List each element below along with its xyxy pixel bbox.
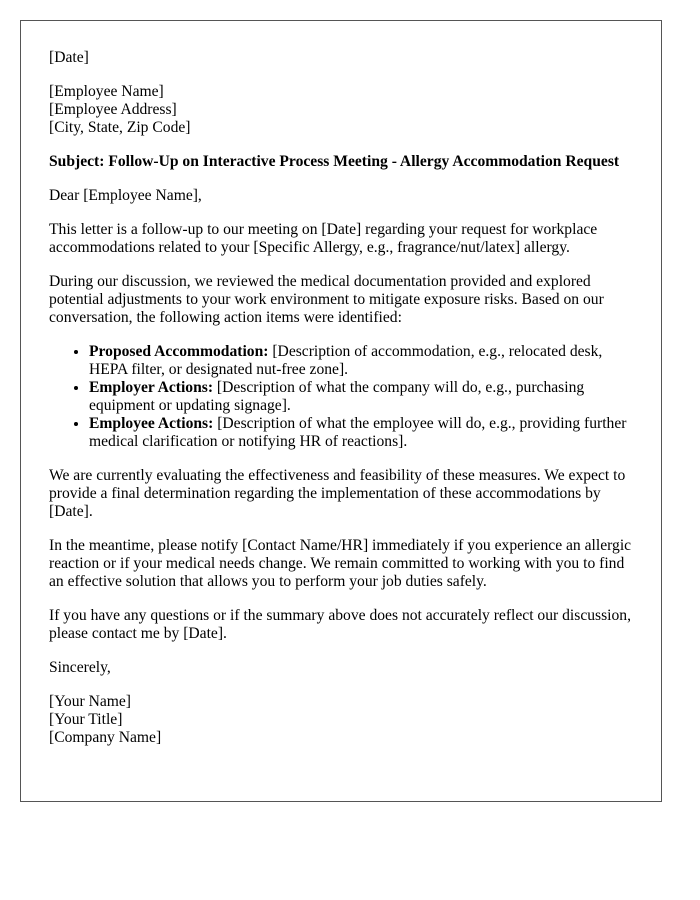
subject-line: Subject: Follow-Up on Interactive Process Meeting - Allergy Accommodation Request xyxy=(49,153,620,170)
salutation: Dear [Employee Name], xyxy=(49,187,202,204)
recipient-block xyxy=(49,83,633,137)
list-item xyxy=(89,343,633,379)
action-items-list xyxy=(49,343,633,451)
body-paragraph-4: In the meantime, please notify [Contact Name/HR] immediately if you experience an allergic reaction or if your medical needs change. We remain committed to working with you to find an effective solution that allows you to perform your job duties safely. xyxy=(49,537,632,590)
action-item-label: Proposed Accommodation: xyxy=(89,343,269,360)
body-paragraph-3: We are currently evaluating the effectiveness and feasibility of these measures. We expect to provide a final determination regarding the implementation of these accommodations by [Date]. xyxy=(49,467,626,520)
signature-title: [Your Title] xyxy=(49,711,123,728)
body-paragraph-2: During our discussion, we reviewed the medical documentation provided and explored potential adjustments to your work environment to mitigate exposure risks. Based on our conversation, the following action items were identified: xyxy=(49,273,604,326)
closing: Sincerely, xyxy=(49,659,111,676)
body-paragraph-5: If you have any questions or if the summary above does not accurately reflect our discussion, please contact me by [Date]. xyxy=(49,607,631,642)
recipient-name: [Employee Name] xyxy=(49,83,164,100)
letter-date: [Date] xyxy=(49,49,89,66)
signature-block xyxy=(49,693,633,747)
body-paragraph-1: This letter is a follow-up to our meeting on [Date] regarding your request for workplace accommodations related to your [Specific Allergy, e.g., fragrance/nut/latex] allergy. xyxy=(49,221,598,256)
action-item-text: [Description of accommodation, e.g., relocated desk, HEPA filter, or designated nut-free zone]. xyxy=(89,343,603,378)
recipient-address: [Employee Address] xyxy=(49,101,177,118)
list-item xyxy=(89,379,633,415)
action-item-text: [Description of what the company will do, e.g., purchasing equipment or updating signage]. xyxy=(89,379,585,414)
action-item-text: [Description of what the employee will do, e.g., providing further medical clarification or notifying HR of reactions]. xyxy=(89,415,627,450)
recipient-city-state-zip: [City, State, Zip Code] xyxy=(49,119,191,136)
signature-company: [Company Name] xyxy=(49,729,162,746)
action-item-label: Employee Actions: xyxy=(89,415,214,432)
action-item-label: Employer Actions: xyxy=(89,379,214,396)
signature-name: [Your Name] xyxy=(49,693,132,710)
letter-document xyxy=(20,20,662,802)
list-item xyxy=(89,415,633,451)
